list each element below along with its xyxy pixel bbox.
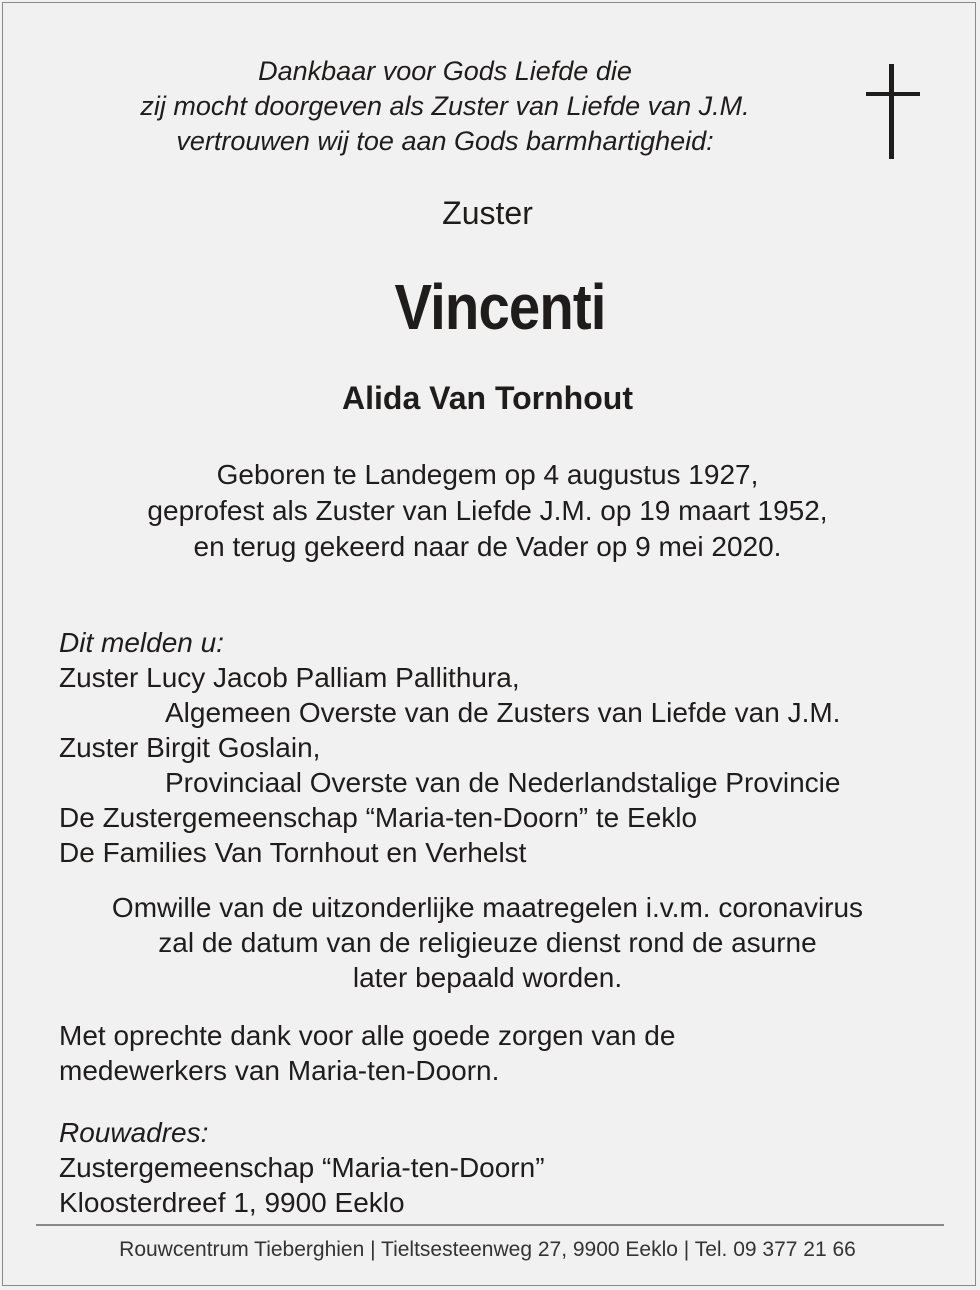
announcers-section [59,625,840,870]
intro-text [40,54,850,159]
announcer-line: Provinciaal Overste van de Nederlandstalige Provincie [165,767,841,798]
announcers-heading: Dit melden u: [59,627,224,658]
thanks-section [59,1018,675,1088]
life-dates [0,457,975,565]
address-line: Zustergemeenschap “Maria-ten-Doorn” [59,1152,545,1183]
corona-notice [0,890,975,995]
cross-horizontal-bar [866,92,920,96]
intro-line: vertrouwen wij toe aan Gods barmhartigheid: [176,126,714,156]
announcer-line: Zuster Birgit Goslain, [59,732,321,763]
deceased-name: Vincenti [394,271,606,343]
cross-vertical-bar [889,64,894,159]
address-heading: Rouwadres: [59,1117,209,1148]
civil-name: Alida Van Tornhout [342,380,633,416]
date-line: geprofest als Zuster van Liefde J.M. op 19 maart 1952, [147,495,828,526]
announcer-line: Algemeen Overste van de Zusters van Liefde van J.M. [165,697,841,728]
thanks-line: Met oprechte dank voor alle goede zorgen van de [59,1020,676,1051]
announcer-line: Zuster Lucy Jacob Palliam Pallithura, [59,662,520,693]
date-line: en terug gekeerd naar de Vader op 9 mei 2020. [193,531,782,562]
announcer-line: De Zustergemeenschap “Maria-ten-Doorn” te Eeklo [59,802,698,833]
thanks-line: medewerkers van Maria-ten-Doorn. [59,1055,500,1086]
notice-line: Omwille van de uitzonderlijke maatregelen i.v.m. coronavirus [111,892,864,923]
date-line: Geboren te Landegem op 4 augustus 1927, [216,459,759,490]
intro-line: zij mocht doorgeven als Zuster van Liefde van J.M. [140,91,750,121]
funeral-home-footer: Rouwcentrum Tieberghien | Tieltsesteenweg 27, 9900 Eeklo | Tel. 09 377 21 66 [119,1238,856,1261]
announcer-line: De Families Van Tornhout en Verhelst [59,837,527,868]
notice-line: zal de datum van de religieuze dienst rond de asurne [158,927,817,958]
mourning-address [59,1115,545,1220]
religious-title: Zuster [442,195,533,231]
notice-line: later bepaald worden. [352,962,623,993]
footer-divider [36,1224,944,1226]
intro-line: Dankbaar voor Gods Liefde die [258,56,632,86]
address-line: Kloosterdreef 1, 9900 Eeklo [59,1187,405,1218]
